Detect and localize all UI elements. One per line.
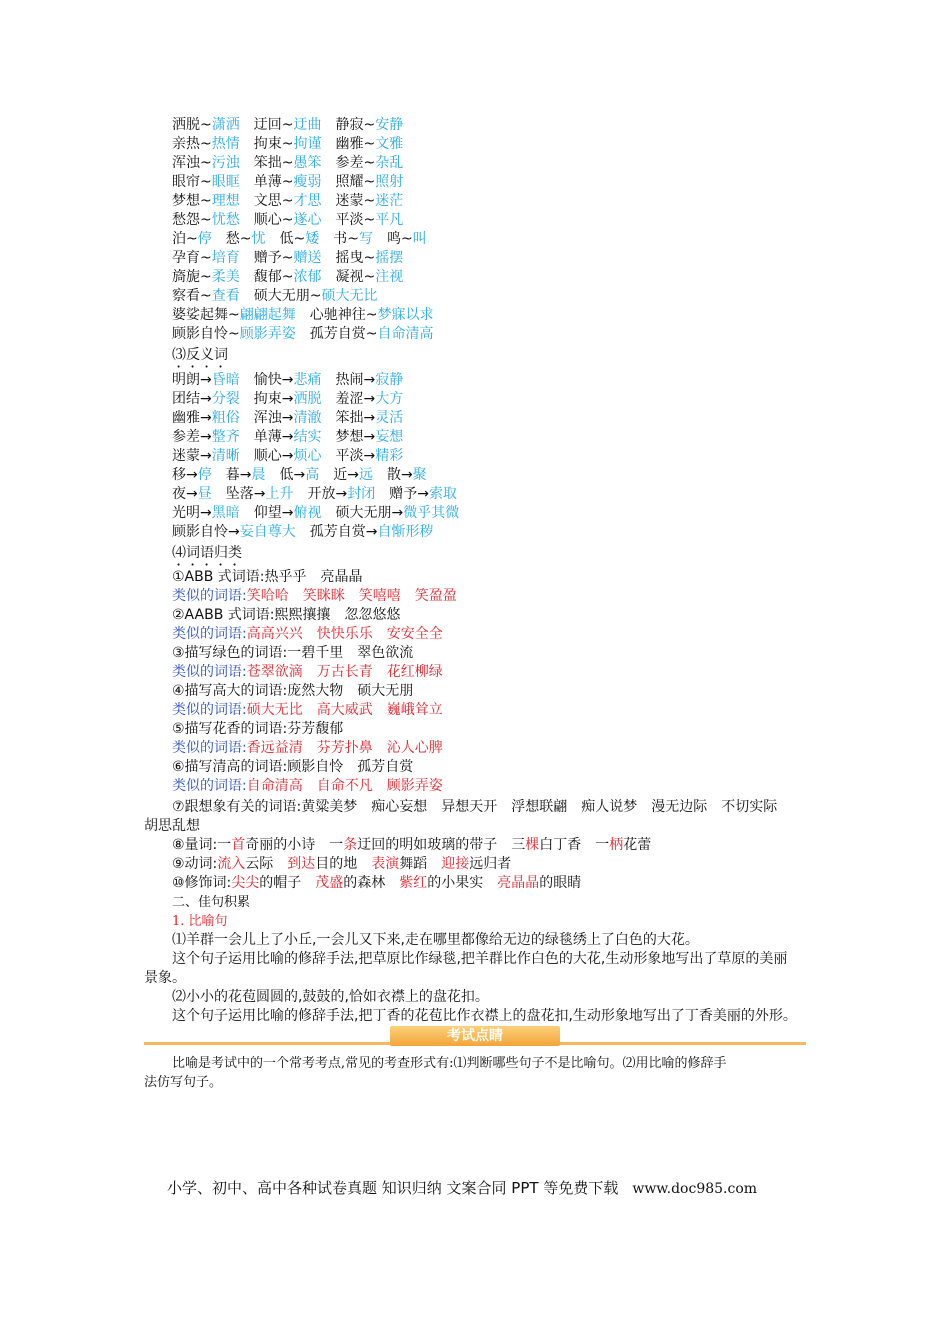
antonym-separator: → (363, 410, 376, 426)
synonym-separator: ~ (200, 269, 212, 285)
synonym-answer: 忧 (251, 231, 266, 247)
item-highlight: 亮晶晶 (497, 875, 540, 891)
antonym-answer: 晨 (251, 467, 266, 483)
antonym-row (172, 523, 433, 542)
antonym-word: 低 (279, 467, 294, 483)
antonym-answer: 上升 (265, 486, 294, 502)
synonym-word: 单薄 (253, 174, 282, 190)
synonym-answer: 愚笨 (293, 155, 322, 171)
footer-url[interactable]: www.doc985.com (632, 1181, 758, 1197)
synonym-answer: 硕大无比 (321, 288, 378, 304)
synonym-row (172, 268, 403, 287)
synonym-separator: ~ (228, 326, 240, 342)
synonym-word: 低 (279, 231, 294, 247)
synonym-word: 摇曳 (335, 250, 364, 266)
exam-tip-banner (390, 1026, 560, 1046)
antonym-answer: 洒脱 (293, 391, 322, 407)
item-9-verbs (172, 855, 511, 874)
synonym-separator: ~ (281, 250, 294, 266)
synonym-separator: ~ (293, 231, 306, 247)
similar-words: 苍翠欲滴 万古长青 花红柳绿 (246, 664, 443, 680)
antonym-word: 平淡 (335, 448, 364, 464)
antonym-answer: 分裂 (211, 391, 240, 407)
synonym-answer: 培育 (211, 250, 240, 266)
synonym-answer: 写 (358, 231, 373, 247)
synonym-word: 梦想 (172, 193, 200, 209)
synonym-answer: 梦寐以求 (377, 307, 434, 323)
classify-label: ②AABB 式词语:熙熙攘攘 忽忽悠悠 (172, 607, 401, 623)
antonym-answer: 微乎其微 (403, 505, 460, 521)
synonym-answer: 安静 (375, 117, 404, 133)
synonym-separator: ~ (239, 231, 252, 247)
antonym-separator: → (281, 448, 294, 464)
synonym-separator: ~ (186, 231, 198, 247)
synonym-answer: 迷茫 (375, 193, 404, 209)
antonym-separator: → (228, 524, 240, 540)
synonym-row (172, 116, 403, 135)
item-8-measure-words (172, 836, 651, 855)
antonym-answer: 俯视 (293, 505, 322, 521)
synonym-row (172, 287, 377, 306)
similar-label: 类似的词语: (172, 702, 247, 718)
synonym-word: 迂回 (253, 117, 282, 133)
synonym-answer: 杂乱 (375, 155, 404, 171)
synonym-answer: 翩翩起舞 (239, 307, 296, 323)
antonym-row (172, 428, 403, 447)
antonym-answer: 寂静 (375, 372, 404, 388)
item-10-modifiers (172, 874, 581, 893)
item-highlight: 柄 (609, 837, 624, 853)
synonym-separator: ~ (363, 269, 376, 285)
synonym-word: 洒脱 (172, 117, 200, 133)
synonym-separator: ~ (281, 269, 294, 285)
synonym-answer: 自命清高 (377, 326, 434, 342)
synonym-answer: 拘谨 (293, 136, 322, 152)
antonym-separator: → (363, 448, 376, 464)
item-rest: 花蕾 (623, 837, 652, 853)
item-highlight: 流入 (217, 856, 246, 872)
synonym-word: 静寂 (335, 117, 364, 133)
item-rest: 的小果实 (427, 875, 498, 891)
similar-words: 笑哈哈 笑眯眯 笑嘻嘻 笑盈盈 (246, 588, 457, 604)
synonym-answer: 浓郁 (293, 269, 322, 285)
synonym-separator: ~ (200, 136, 212, 152)
classify-similar (172, 625, 443, 644)
synonym-word: 愁怨 (172, 212, 200, 228)
item-prefix: 一 (329, 837, 344, 853)
similar-label: 类似的词语: (172, 740, 247, 756)
synonym-separator: ~ (363, 174, 376, 190)
synonym-separator: ~ (228, 307, 240, 323)
exam-tip-text-a: 比喻是考试中的一个常考考点,常见的考查形式有:⑴判断哪些句子不是比喻句。⑵用比喻的修辞手 (172, 1056, 727, 1071)
similar-label: 类似的词语: (172, 588, 247, 604)
antonym-answer: 自惭形秽 (377, 524, 434, 540)
synonym-word: 愁 (225, 231, 240, 247)
antonym-answer: 清晰 (211, 448, 240, 464)
synonym-separator: ~ (200, 212, 212, 228)
antonym-separator: → (400, 467, 413, 483)
antonym-row (172, 390, 403, 409)
antonym-row (172, 447, 403, 466)
similar-words: 高高兴兴 快快乐乐 安安全全 (246, 626, 443, 642)
similar-words: 自命清高 自命不凡 顾影弄姿 (246, 778, 443, 794)
classify-label: ⑥描写清高的词语:顾影自怜 孤芳自赏 (172, 759, 414, 775)
antonym-separator: → (363, 391, 376, 407)
antonym-word: 暮 (225, 467, 240, 483)
item-highlight: 首 (231, 837, 246, 853)
antonym-answer: 停 (197, 467, 212, 483)
antonym-answer: 精彩 (375, 448, 404, 464)
classify-label: ⑤描写花香的词语:芬芳馥郁 (172, 721, 344, 737)
item-rest: 白丁香 (539, 837, 596, 853)
synonym-separator: ~ (365, 307, 378, 323)
antonym-word: 移 (172, 467, 186, 483)
synonym-separator: ~ (309, 288, 322, 304)
synonym-answer: 瘦弱 (293, 174, 322, 190)
synonym-row (172, 211, 403, 230)
synonym-word: 平淡 (335, 212, 364, 228)
antonym-separator: → (186, 486, 198, 502)
synonym-separator: ~ (281, 117, 294, 133)
antonym-answer: 聚 (412, 467, 427, 483)
similar-label: 类似的词语: (172, 664, 247, 680)
antonym-heading: ⑶反义词 (172, 347, 228, 363)
synonym-separator: ~ (347, 231, 359, 247)
synonym-word: 顺心 (253, 212, 282, 228)
item-prefix: 一 (217, 837, 232, 853)
antonym-separator: → (281, 410, 294, 426)
synonym-word: 旖旎 (172, 269, 200, 285)
similar-words: 硕大无比 高大威武 巍峨耸立 (246, 702, 443, 718)
synonym-separator: ~ (200, 193, 212, 209)
antonym-separator: → (200, 505, 212, 521)
antonym-separator: → (281, 505, 294, 521)
antonym-word: 幽雅 (172, 410, 200, 426)
item-label: ⑧量词: (172, 837, 218, 853)
classify-similar (172, 701, 443, 720)
similar-label: 类似的词语: (172, 626, 247, 642)
antonym-word: 孤芳自赏 (309, 524, 366, 540)
item-label: ⑩修饰词: (172, 875, 232, 891)
antonym-answer: 灵活 (375, 410, 404, 426)
synonym-separator: ~ (363, 193, 376, 209)
synonym-answer: 顾影弄姿 (239, 326, 296, 342)
antonym-answer: 整齐 (211, 429, 240, 445)
antonym-separator: → (186, 467, 198, 483)
antonym-separator: → (200, 429, 212, 445)
item-highlight: 紫红 (399, 875, 428, 891)
classify-similar (172, 739, 443, 758)
synonym-answer: 热情 (211, 136, 240, 152)
antonym-separator: → (347, 467, 359, 483)
sentence-1-note-a: 这个句子运用比喻的修辞手法,把草原比作绿毯,把羊群比作白色的大花,生动形象地写出了草原的美丽 (172, 951, 788, 967)
antonym-answer: 昏暗 (211, 372, 240, 388)
synonym-word: 馥郁 (253, 269, 282, 285)
similar-label: 类似的词语: (172, 778, 247, 794)
synonym-word: 亲热 (172, 136, 200, 152)
synonym-word: 婆娑起舞 (172, 307, 228, 323)
antonym-row (172, 504, 459, 523)
item-rest: 舞蹈 (399, 856, 442, 872)
item-highlight: 条 (343, 837, 358, 853)
item-rest: 迂回的明如玻璃的带子 (357, 837, 512, 853)
antonym-row (172, 466, 427, 485)
antonym-separator: → (200, 448, 212, 464)
similar-words: 香远益清 芬芳扑鼻 沁人心脾 (246, 740, 443, 756)
antonym-word: 开放 (307, 486, 336, 502)
antonym-word: 硕大无朋 (335, 505, 392, 521)
antonym-separator: → (293, 467, 306, 483)
antonym-word: 明朗 (172, 372, 200, 388)
antonym-separator: → (239, 467, 252, 483)
antonym-separator: → (365, 524, 378, 540)
antonym-word: 羞涩 (335, 391, 364, 407)
antonym-answer: 妄想 (375, 429, 404, 445)
synonym-word: 书 (333, 231, 348, 247)
synonym-word: 孤芳自赏 (309, 326, 366, 342)
synonym-row (172, 173, 403, 192)
synonym-separator: ~ (200, 117, 212, 133)
item-highlight: 尖尖 (231, 875, 260, 891)
synonym-word: 文思 (253, 193, 282, 209)
item-prefix: 一 (595, 837, 610, 853)
item-highlight: 茂盛 (315, 875, 344, 891)
synonym-answer: 矮 (305, 231, 320, 247)
antonym-separator: → (417, 486, 429, 502)
item-rest: 远归者 (469, 856, 512, 872)
synonym-separator: ~ (363, 155, 376, 171)
antonym-word: 顾影自怜 (172, 524, 228, 540)
synonym-separator: ~ (365, 326, 378, 342)
antonym-separator: → (281, 372, 294, 388)
antonym-word: 仰望 (253, 505, 282, 521)
antonym-answer: 粗俗 (211, 410, 240, 426)
synonym-row (172, 325, 433, 344)
synonym-row (172, 192, 403, 211)
synonym-answer: 迂曲 (293, 117, 322, 133)
synonym-separator: ~ (281, 155, 294, 171)
synonym-word: 鸣 (386, 231, 401, 247)
synonym-separator: ~ (400, 231, 413, 247)
classify-heading: ⑷词语归类 (172, 545, 242, 561)
item-rest: 奇丽的小诗 (245, 837, 330, 853)
synonym-answer: 注视 (375, 269, 404, 285)
antonym-word: 梦想 (335, 429, 364, 445)
synonym-word: 察看 (172, 288, 200, 304)
antonym-word: 单薄 (253, 429, 282, 445)
synonym-word: 拘束 (253, 136, 282, 152)
antonym-word: 团结 (172, 391, 200, 407)
item-rest: 目的地 (315, 856, 372, 872)
antonym-separator: → (200, 372, 212, 388)
synonym-row (172, 249, 403, 268)
synonym-separator: ~ (281, 212, 294, 228)
synonym-answer: 摇摆 (375, 250, 404, 266)
classify-label: ④描写高大的词语:庞然大物 硕大无朋 (172, 683, 414, 699)
antonym-word: 浑浊 (253, 410, 282, 426)
synonym-answer: 平凡 (375, 212, 404, 228)
antonym-word: 笨拙 (335, 410, 364, 426)
synonym-answer: 停 (197, 231, 212, 247)
antonym-row (172, 371, 403, 390)
synonym-separator: ~ (200, 174, 212, 190)
antonym-row (172, 485, 457, 504)
sentence-1-note-b: 景象。 (144, 970, 186, 986)
synonym-answer: 查看 (211, 288, 240, 304)
synonym-separator: ~ (363, 117, 376, 133)
sentence-2-note: 这个句子运用比喻的修辞手法,把丁香的花苞比作衣襟上的盘花扣,生动形象地写出了丁香美丽的外形。 (172, 1008, 797, 1024)
antonym-separator: → (281, 429, 294, 445)
antonym-answer: 妄自尊大 (239, 524, 296, 540)
synonym-separator: ~ (281, 136, 294, 152)
synonym-answer: 眼眶 (211, 174, 240, 190)
antonym-word: 散 (386, 467, 401, 483)
synonym-answer: 才思 (293, 193, 322, 209)
synonym-word: 眼帘 (172, 174, 200, 190)
synonym-word: 迷蒙 (335, 193, 364, 209)
subheading-metaphor: 1. 比喻句 (172, 914, 228, 929)
synonym-word: 赠予 (253, 250, 282, 266)
sentence-2: ⑵小小的花苞圆圆的,鼓鼓的,恰如衣襟上的盘花扣。 (172, 989, 489, 1005)
antonym-separator: → (363, 429, 376, 445)
footer-text: 小学、初中、高中各种试卷真题 知识归纳 文案合同 PPT 等免费下载 (167, 1179, 619, 1197)
item-rest: 的眼睛 (539, 875, 582, 891)
antonym-separator: → (391, 505, 404, 521)
synonym-separator: ~ (200, 155, 212, 171)
antonym-separator: → (363, 372, 376, 388)
synonym-row (172, 306, 433, 325)
antonym-separator: → (200, 410, 212, 426)
antonym-separator: → (200, 391, 212, 407)
antonym-word: 夜 (172, 486, 186, 502)
item-prefix: 三 (511, 837, 526, 853)
synonym-word: 泊 (172, 231, 186, 247)
synonym-word: 幽雅 (335, 136, 364, 152)
item-highlight: 表演 (371, 856, 400, 872)
antonym-word: 赠予 (389, 486, 418, 502)
antonym-word: 热闹 (335, 372, 364, 388)
classify-similar (172, 663, 443, 682)
antonym-answer: 封闭 (347, 486, 376, 502)
antonym-answer: 清澈 (293, 410, 322, 426)
synonym-answer: 污浊 (211, 155, 240, 171)
synonym-word: 浑浊 (172, 155, 200, 171)
item-rest: 云际 (245, 856, 288, 872)
item-7-line2: 胡思乱想 (144, 818, 200, 834)
antonym-answer: 黑暗 (211, 505, 240, 521)
antonym-word: 拘束 (253, 391, 282, 407)
synonym-separator: ~ (281, 193, 294, 209)
item-highlight: 棵 (525, 837, 540, 853)
synonym-word: 参差 (335, 155, 364, 171)
classify-label: ③描写绿色的词语:一碧千里 翠色欲流 (172, 645, 414, 661)
antonym-word: 光明 (172, 505, 200, 521)
antonym-word: 迷蒙 (172, 448, 200, 464)
synonym-word: 硕大无朋 (253, 288, 310, 304)
item-rest: 的帽子 (259, 875, 316, 891)
synonym-separator: ~ (200, 288, 212, 304)
antonym-row (172, 409, 403, 428)
synonym-separator: ~ (363, 250, 376, 266)
synonym-word: 顾影自怜 (172, 326, 228, 342)
synonym-answer: 忧愁 (211, 212, 240, 228)
item-rest: 的森林 (343, 875, 400, 891)
antonym-answer: 大方 (375, 391, 404, 407)
footer (167, 1178, 757, 1199)
synonym-separator: ~ (363, 136, 376, 152)
item-highlight: 到达 (287, 856, 316, 872)
item-label: ⑨动词: (172, 856, 218, 872)
item-7-line1: ⑦跟想象有关的词语:黄粱美梦 痴心妄想 异想天开 浮想联翩 痴人说梦 漫无边际 不切实际 (172, 799, 778, 815)
antonym-word: 顺心 (253, 448, 282, 464)
synonym-separator: ~ (200, 250, 212, 266)
classify-similar (172, 587, 457, 606)
antonym-separator: → (335, 486, 348, 502)
antonym-answer: 远 (358, 467, 373, 483)
antonym-word: 愉快 (253, 372, 282, 388)
section-heading-sentences: 二、佳句积累 (172, 895, 251, 910)
classify-similar (172, 777, 443, 796)
synonym-separator: ~ (363, 212, 376, 228)
synonym-word: 心驰神往 (309, 307, 366, 323)
antonym-answer: 昼 (197, 486, 212, 502)
antonym-word: 参差 (172, 429, 200, 445)
antonym-answer: 高 (305, 467, 320, 483)
synonym-answer: 叫 (412, 231, 427, 247)
synonym-answer: 潇洒 (211, 117, 240, 133)
antonym-answer: 烦心 (293, 448, 322, 464)
sentence-1: ⑴羊群一会儿上了小丘,一会儿又下来,走在哪里都像给无边的绿毯绣上了白色的大花。 (172, 932, 699, 948)
synonym-answer: 照射 (375, 174, 404, 190)
synonym-answer: 柔美 (211, 269, 240, 285)
synonym-separator: ~ (281, 174, 294, 190)
antonym-word: 近 (333, 467, 348, 483)
synonym-row (172, 154, 403, 173)
exam-tip-text-b: 法仿写句子。 (144, 1075, 223, 1090)
antonym-answer: 索取 (428, 486, 457, 502)
synonym-word: 笨拙 (253, 155, 282, 171)
synonym-word: 孕育 (172, 250, 200, 266)
synonym-row (172, 230, 427, 249)
classify-label: ①ABB 式词语:热乎乎 亮晶晶 (172, 569, 363, 585)
synonym-word: 凝视 (335, 269, 364, 285)
synonym-answer: 遂心 (293, 212, 322, 228)
antonym-separator: → (253, 486, 266, 502)
antonym-answer: 结实 (293, 429, 322, 445)
synonym-row (172, 135, 403, 154)
synonym-answer: 赠送 (293, 250, 322, 266)
item-highlight: 迎接 (441, 856, 470, 872)
exam-tip-title: 考试点睛 (447, 1028, 503, 1044)
synonym-word: 照耀 (335, 174, 364, 190)
antonym-answer: 悲痛 (293, 372, 322, 388)
antonym-separator: → (281, 391, 294, 407)
synonym-answer: 理想 (211, 193, 240, 209)
antonym-word: 坠落 (225, 486, 254, 502)
synonym-answer: 文雅 (375, 136, 404, 152)
